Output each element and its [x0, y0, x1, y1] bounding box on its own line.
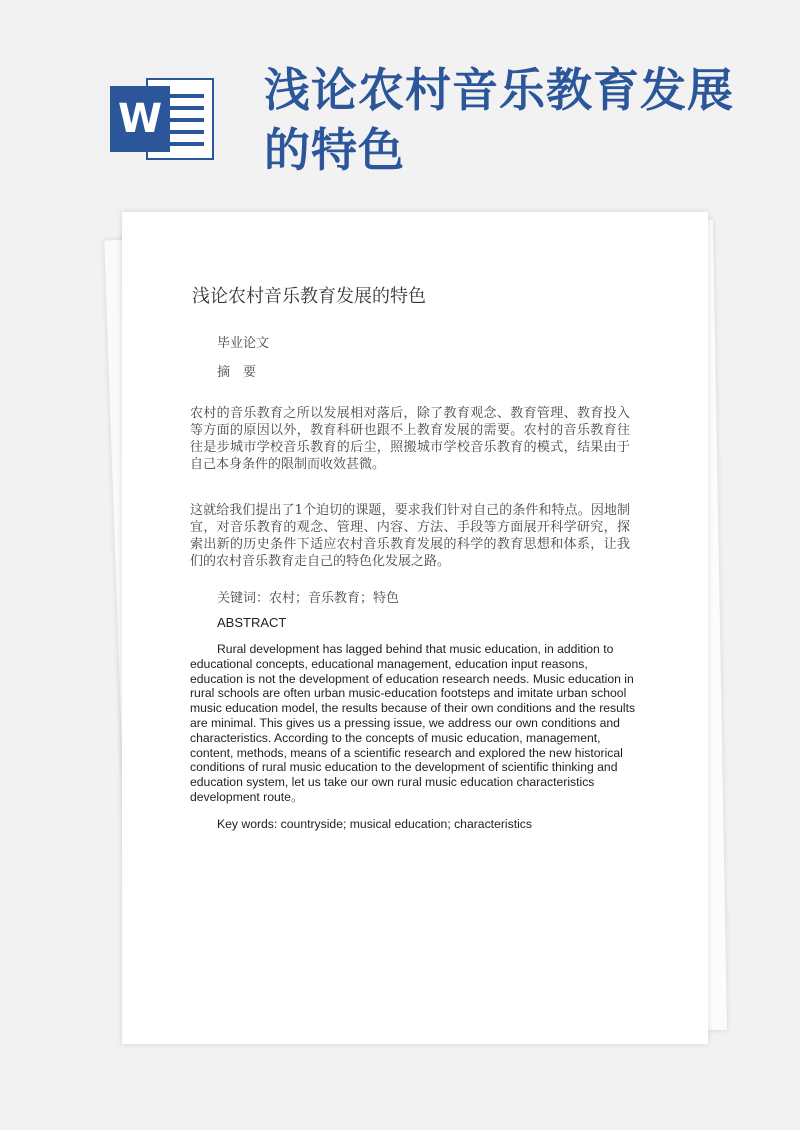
word-icon-letter: W — [110, 86, 170, 152]
abstract-body: Rural development has lagged behind that music education, in addition to educational concepts, educational management, education input reasons, education is not the development of education research needs. Music education in rural schools are often urban music-education footsteps and imitate urban school music education model, the results because of their own conditions and the results are minimal. This gives us a pressing issue, we address our own conditions and characteristics. According to the concepts of music education, management, content, methods, means of a scientific research and explored the new historical conditions of rural music education to the development of scientific thinking and education system, let us take our own rural music education characteristics development route。 — [190, 642, 636, 804]
word-icon — [110, 78, 214, 160]
keywords-en: Key words: countryside; musical education; characteristics — [217, 817, 532, 831]
document-type: 毕业论文 — [217, 336, 270, 351]
paragraph-cn-2: 这就给我们提出了1个迫切的课题，要求我们针对自己的条件和特点。因地制宜，对音乐教育的观念、管理、内容、方法、手段等方面展开科学研究，探索出新的历史条件下适应农村音乐教育发展的科学的教育思想和体系，让我们的农村音乐教育走自己的特色化发展之路。 — [190, 503, 630, 569]
paragraph-cn-1: 农村的音乐教育之所以发展相对落后，除了教育观念、教育管理、教育投入等方面的原因以外，教育科研也跟不上教育发展的需要。农村的音乐教育往往是步城市学校音乐教育的后尘，照搬城市学校音乐教育的模式，结果由于自己本身条件的限制而收效甚微。 — [190, 406, 630, 472]
document-title: 浅论农村音乐教育发展的特色 — [192, 286, 426, 307]
keywords-cn: 关键词：农村；音乐教育；特色 — [217, 591, 400, 606]
abstract-label-cn: 摘 要 — [217, 365, 257, 380]
document-content — [122, 212, 708, 1044]
document-page — [122, 212, 708, 1044]
banner-title: 浅论农村音乐教育发展的特色 — [264, 63, 734, 177]
abstract-heading: ABSTRACT — [217, 615, 287, 630]
